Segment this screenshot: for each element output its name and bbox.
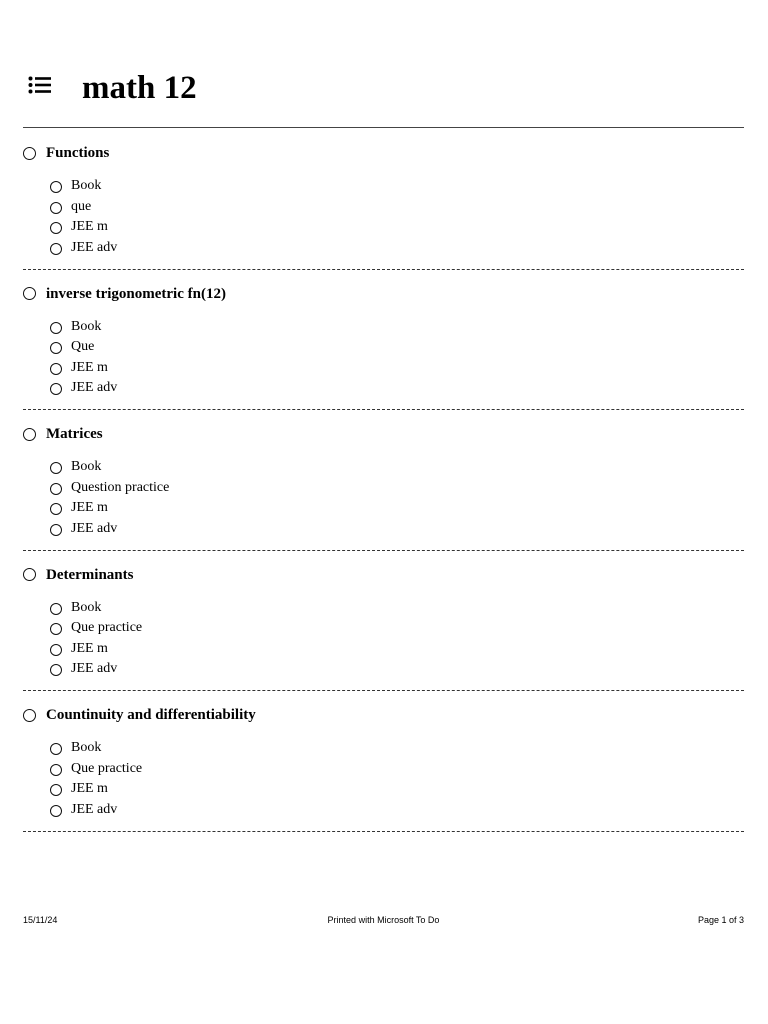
step-label: Book <box>71 740 102 756</box>
task-checkbox[interactable] <box>23 287 36 300</box>
step-label: Book <box>71 459 102 475</box>
step-checkbox[interactable] <box>50 243 62 255</box>
step-checkbox[interactable] <box>50 805 62 817</box>
step-checkbox[interactable] <box>50 342 62 354</box>
step-item <box>50 197 117 218</box>
step-item <box>50 378 117 399</box>
step-label: JEE m <box>71 640 108 656</box>
step-label: Question practice <box>71 479 170 495</box>
step-item <box>50 337 117 358</box>
step-label: que <box>71 198 92 214</box>
step-label: JEE adv <box>71 239 118 255</box>
page-number: Page 1 of 3 <box>697 915 744 925</box>
step-checkbox[interactable] <box>50 462 62 474</box>
step-item <box>50 800 142 821</box>
step-item <box>50 759 142 780</box>
step-label: JEE adv <box>71 380 118 396</box>
step-label: JEE adv <box>71 661 118 677</box>
task-checkbox[interactable] <box>23 428 36 441</box>
task-checkbox[interactable] <box>23 568 36 581</box>
step-label: Que <box>71 339 95 355</box>
step-label: Book <box>71 178 102 194</box>
step-item <box>50 478 169 499</box>
step-checkbox[interactable] <box>50 664 62 676</box>
step-list <box>50 176 117 258</box>
task-title: inverse trigonometric fn(12) <box>46 285 226 302</box>
task-item <box>23 410 744 551</box>
list-header <box>24 66 744 110</box>
step-item <box>50 317 117 338</box>
task-title: Determinants <box>46 566 134 583</box>
step-checkbox[interactable] <box>50 181 62 193</box>
step-list <box>50 598 142 680</box>
step-checkbox[interactable] <box>50 483 62 495</box>
step-item <box>50 238 117 259</box>
task-list <box>23 129 744 832</box>
step-checkbox[interactable] <box>50 644 62 656</box>
step-item <box>50 498 169 519</box>
step-label: JEE adv <box>71 520 118 536</box>
step-label: Book <box>71 318 102 334</box>
step-label: JEE m <box>71 359 108 375</box>
step-item <box>50 639 142 660</box>
step-item <box>50 779 142 800</box>
step-checkbox[interactable] <box>50 383 62 395</box>
step-label: Que practice <box>71 620 143 636</box>
step-checkbox[interactable] <box>50 363 62 375</box>
step-checkbox[interactable] <box>50 764 62 776</box>
step-checkbox[interactable] <box>50 202 62 214</box>
step-checkbox[interactable] <box>50 503 62 515</box>
step-label: Book <box>71 599 102 615</box>
task-item <box>23 129 744 270</box>
step-checkbox[interactable] <box>50 524 62 536</box>
step-checkbox[interactable] <box>50 222 62 234</box>
step-label: JEE m <box>71 500 108 516</box>
step-checkbox[interactable] <box>50 743 62 755</box>
step-checkbox[interactable] <box>50 623 62 635</box>
step-item <box>50 598 142 619</box>
header-divider <box>23 127 744 128</box>
task-row <box>23 424 103 444</box>
task-title: Functions <box>46 145 110 161</box>
step-checkbox[interactable] <box>50 322 62 334</box>
step-label: JEE m <box>71 219 108 235</box>
task-row <box>23 705 256 725</box>
task-row <box>23 565 133 585</box>
step-item <box>50 738 142 759</box>
step-label: JEE adv <box>71 801 118 817</box>
printed-with-label: Printed with Microsoft To Do <box>327 915 440 925</box>
step-list <box>50 457 169 539</box>
step-item <box>50 176 117 197</box>
step-item <box>50 618 142 639</box>
task-item <box>23 691 744 832</box>
list-icon <box>28 76 52 94</box>
step-checkbox[interactable] <box>50 603 62 615</box>
step-list <box>50 317 117 399</box>
step-item <box>50 217 117 238</box>
task-row <box>23 284 226 304</box>
task-checkbox[interactable] <box>23 147 36 160</box>
step-item <box>50 457 169 478</box>
task-checkbox[interactable] <box>23 709 36 722</box>
task-title: Matrices <box>46 426 103 442</box>
step-item <box>50 358 117 379</box>
step-item <box>50 659 142 680</box>
print-footer <box>23 913 744 927</box>
list-title: math 12 <box>82 70 197 106</box>
step-label: JEE m <box>71 781 108 797</box>
step-label: Que practice <box>71 760 143 776</box>
task-row <box>23 143 109 163</box>
print-date: 15/11/24 <box>23 915 58 925</box>
task-item <box>23 551 744 692</box>
step-checkbox[interactable] <box>50 784 62 796</box>
task-title: Countinuity and differentiability <box>46 707 256 723</box>
task-item <box>23 270 744 411</box>
step-item <box>50 519 169 540</box>
step-list <box>50 738 142 820</box>
